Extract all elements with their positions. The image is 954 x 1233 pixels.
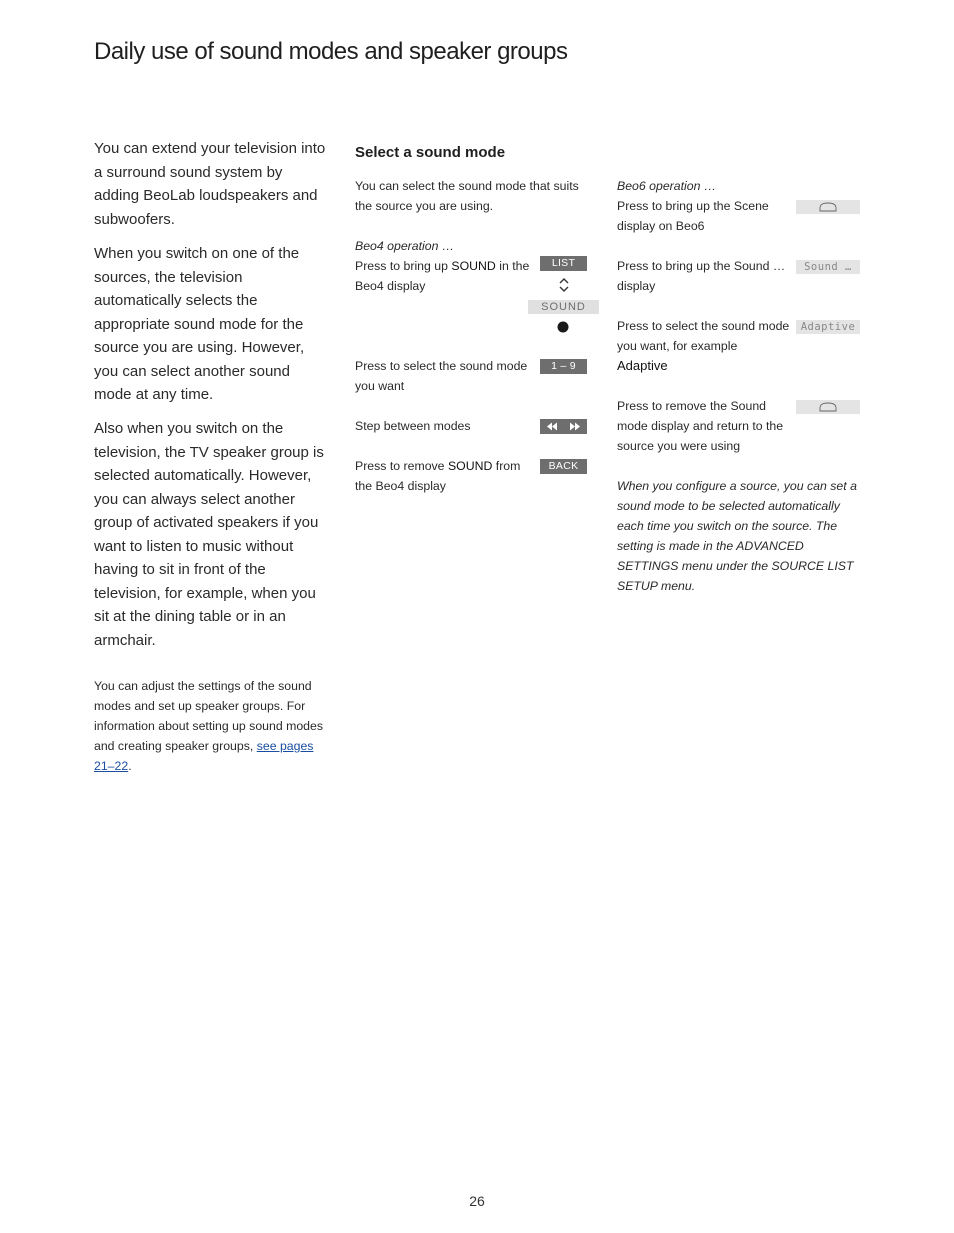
page-title: Daily use of sound modes and speaker groups — [94, 38, 568, 65]
section-heading-select-sound-mode: Select a sound mode — [355, 144, 506, 161]
settings-note — [94, 676, 326, 776]
sound-display-key[interactable]: SOUND — [528, 300, 599, 314]
intro-paragraph-3: Also when you switch on the television, the TV speaker group is selected automatically. However, you can always select another group of activated speakers if you want to listen to music without having to sit in front of the television, for example, when you sit at the dining table or in an armchair. — [94, 420, 324, 649]
beo4-step1-post: in the Beo4 display — [355, 259, 530, 293]
beo4-step4-post: from the Beo4 display — [355, 459, 521, 493]
scene-return-button[interactable] — [796, 400, 860, 414]
beo6-step3-example: Adaptive — [617, 358, 668, 373]
intro-paragraph-1: You can extend your television into a surround sound system by adding BeoLab loudspeakers and subwoofers. — [94, 140, 326, 228]
beo4-step-select-sound-mode: Press to select the sound mode you want — [355, 359, 528, 393]
adaptive-button[interactable]: Adaptive — [796, 320, 860, 334]
settings-note-end: . — [128, 759, 132, 773]
beo4-step-remove-sound — [355, 456, 535, 496]
beo4-step1-key: SOUND — [451, 259, 496, 273]
beo4-operation-label: Beo4 operation … — [355, 239, 455, 253]
beo6-operation-label: Beo6 operation … — [617, 179, 717, 193]
sound-button[interactable]: Sound … — [796, 260, 860, 274]
beo4-step1-pre: Press to bring up — [355, 259, 452, 273]
beo4-step4-key: SOUND — [447, 459, 493, 473]
beo4-step-between-modes: Step between modes — [355, 419, 471, 433]
beo4-step-bring-up-sound — [355, 256, 535, 296]
select-description: You can select the sound mode that suits the source you are using. — [355, 179, 579, 213]
page-number: 26 — [469, 1193, 485, 1209]
beo4-step4-pre: Press to remove — [355, 459, 448, 473]
number-keys-button[interactable]: 1 – 9 — [540, 359, 587, 374]
beo6-step-select-mode — [617, 316, 792, 376]
scene-button[interactable] — [796, 200, 860, 214]
see-pages-link[interactable]: see pages 21–22 — [94, 739, 314, 773]
beo6-configure-note: When you configure a source, you can set a sound mode to be selected automatically each time you switch on the source. The setting is made in the ADVANCED SETTINGS menu under the SOURCE LIST SETUP menu. — [617, 479, 857, 593]
beo6-step3-text: Press to select the sound mode you want, for example — [617, 319, 790, 353]
beo6-step-sound-display: Press to bring up the Sound … display — [617, 259, 786, 293]
beo6-step-scene-display: Press to bring up the Scene display on Beo6 — [617, 199, 769, 233]
back-key-button[interactable]: BACK — [540, 459, 587, 474]
rewind-forward-keys-button[interactable] — [540, 419, 587, 434]
centre-button-icon[interactable] — [557, 320, 569, 332]
beo6-step-remove-display: Press to remove the Sound mode display and return to the source you were using — [617, 399, 784, 453]
list-key-button[interactable]: LIST — [540, 256, 587, 271]
navigation-up-down-icon[interactable] — [556, 277, 572, 293]
settings-note-text: You can adjust the settings of the sound modes and set up speaker groups. For information about setting up sound modes and creating speaker groups, — [94, 679, 324, 753]
intro-paragraph-2: When you switch on one of the sources, the television automatically selects the appropriate sound mode for the source you are using. However, you can select another sound mode at any time. — [94, 245, 305, 403]
